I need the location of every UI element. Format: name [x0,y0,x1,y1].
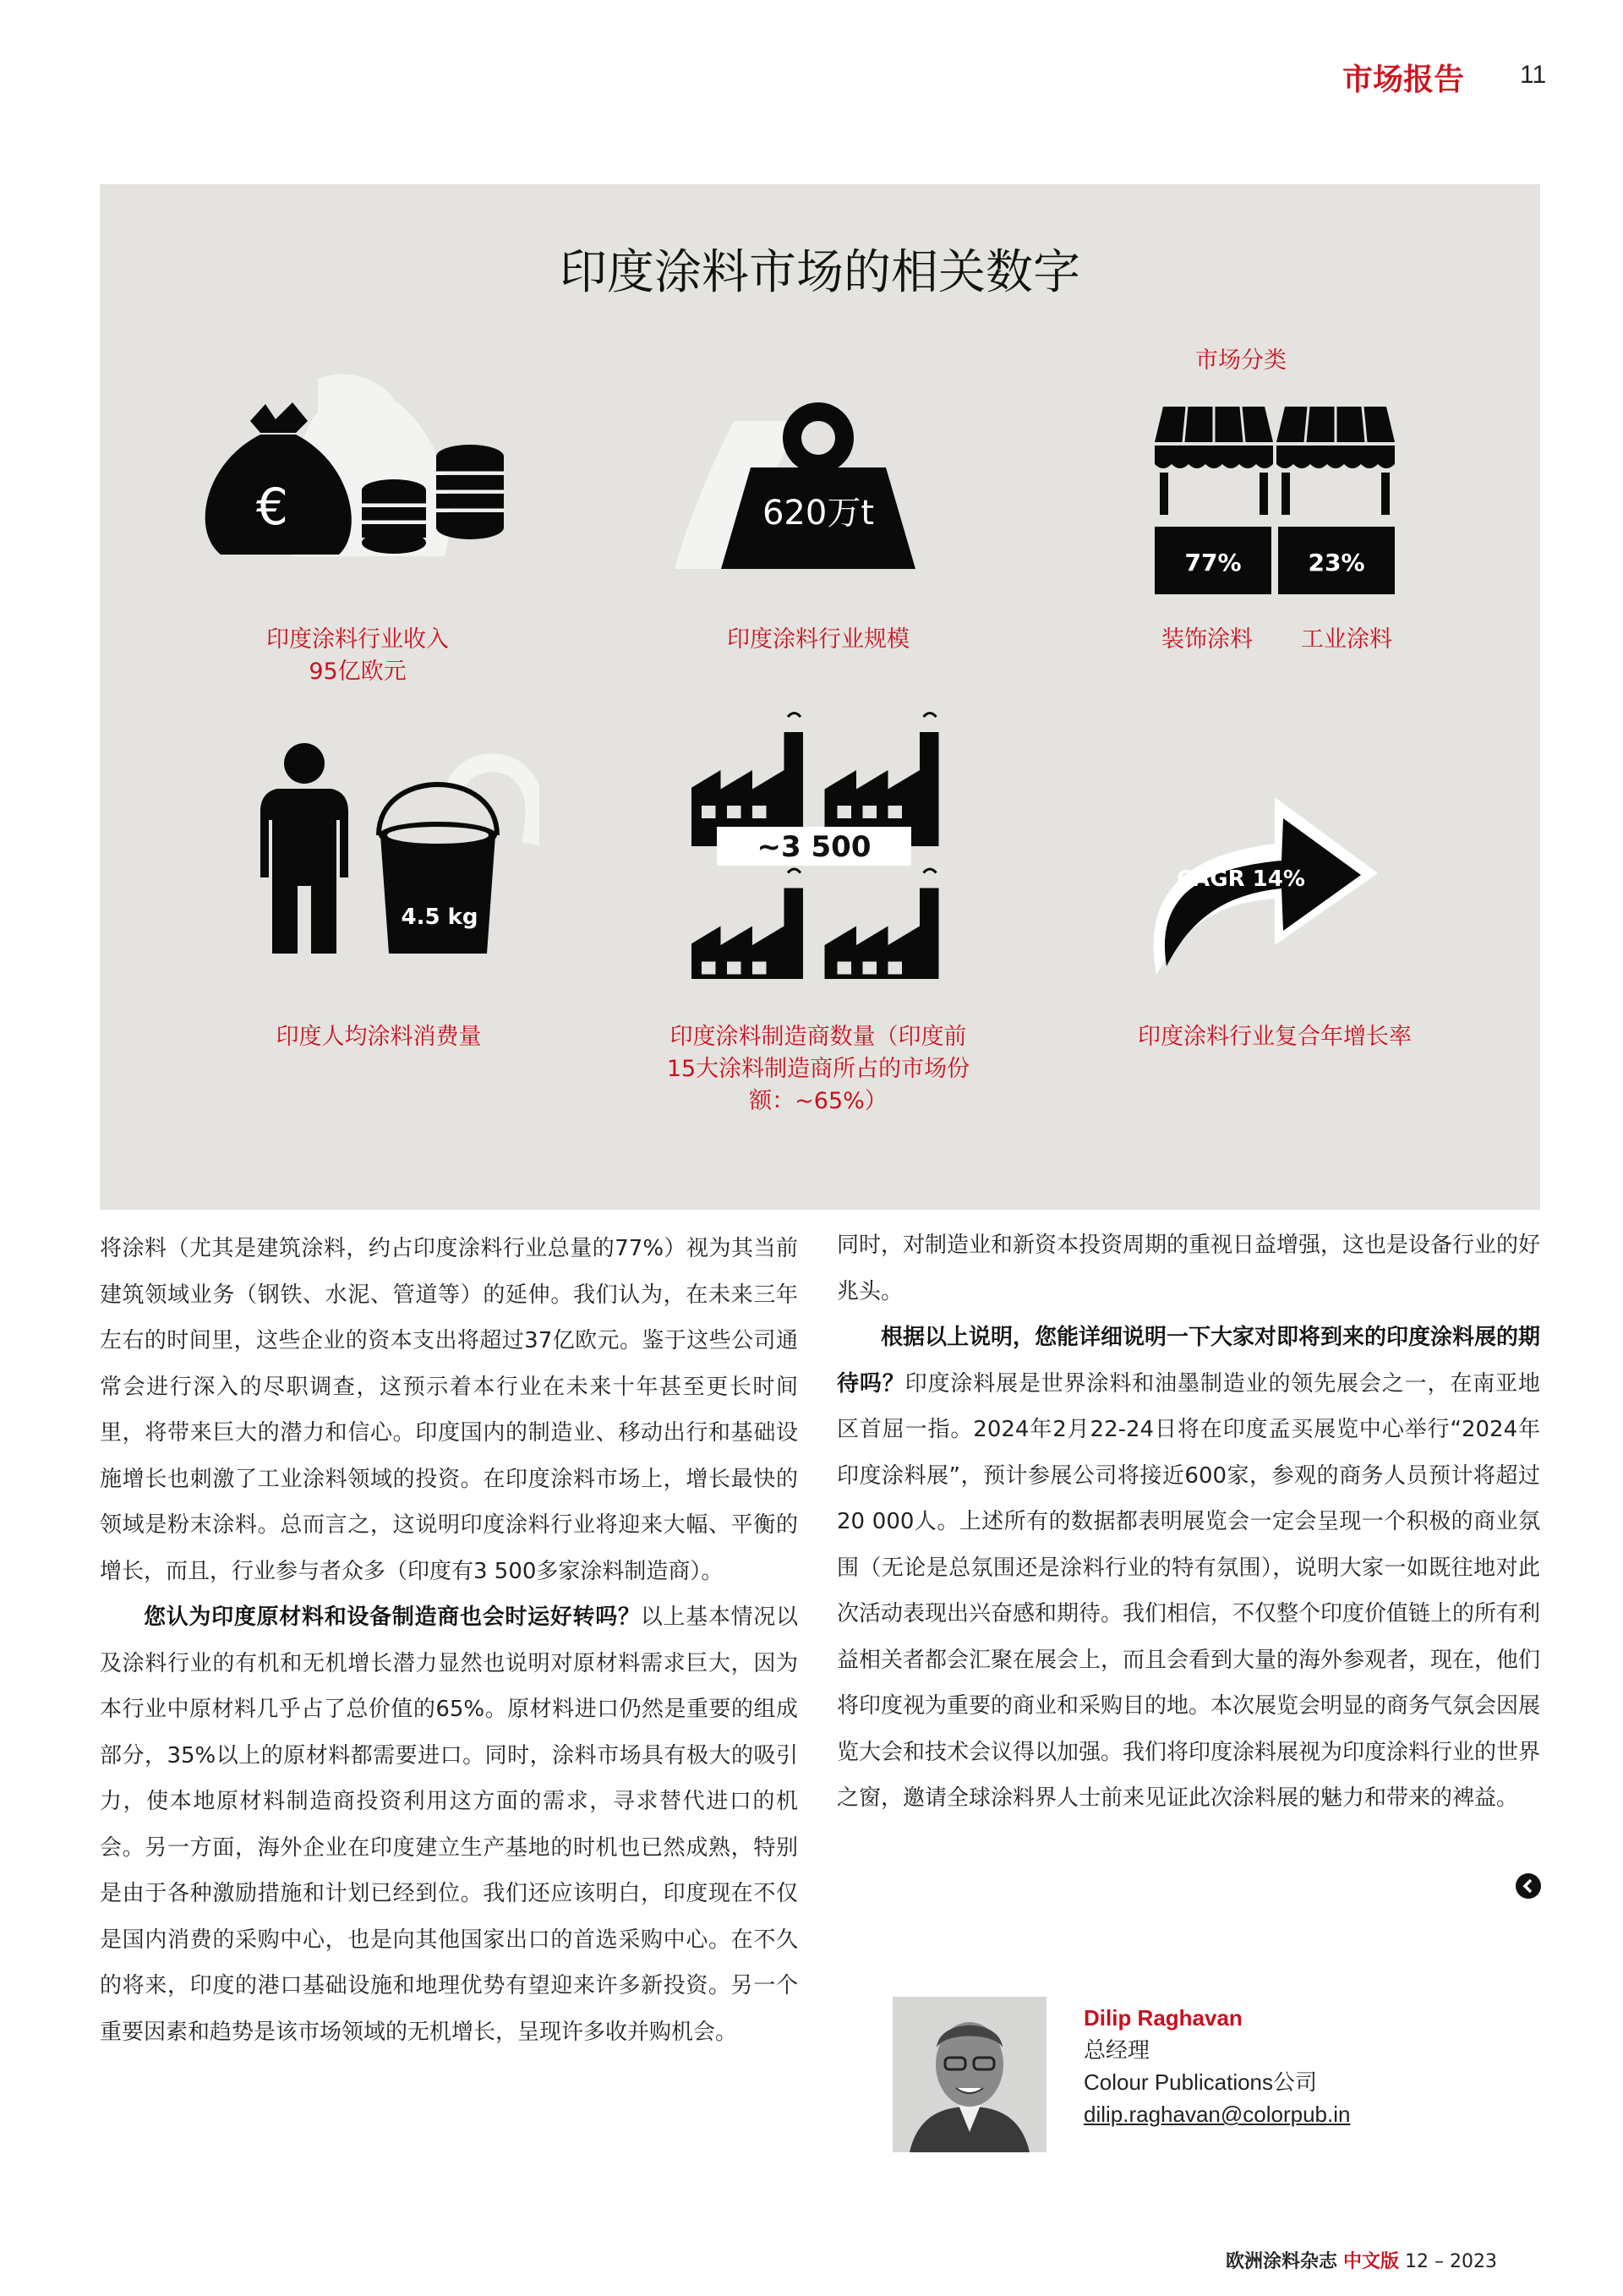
manufacturers-caption-line2: 15大涂料制造商所占的市场份 [666,1056,970,1082]
revenue-caption-line2: 95亿欧元 [309,659,407,685]
arrow-up-icon [1131,776,1435,979]
decorative-pct: 77% [1184,549,1242,577]
infographic-panel [100,184,1540,1210]
left-paragraph-2 [100,1594,798,2055]
footer-magazine: 欧洲涂料杂志 [1226,2251,1338,2272]
author-portrait [893,1997,1046,2152]
manufacturer-count: ~3 500 [757,830,872,864]
footer [1226,2247,1497,2273]
manufacturers-caption-line1: 印度涂料制造商数量（印度前 [669,1024,967,1050]
cagr-caption: 印度涂料行业复合年增长率 [1138,1024,1412,1050]
right-question: 根据以上说明，您能详细说明一下大家对即将到来的印度涂料展的期待吗？ [837,1325,1541,1397]
back-arrow-icon[interactable] [1516,1873,1541,1899]
manufacturers-caption-line3: 额：~65%） [749,1088,888,1114]
weight-icon [675,379,954,582]
industrial-pct: 23% [1308,549,1365,577]
page-number: 11 [1520,61,1547,89]
scale-caption: 印度涂料行业规模 [727,626,910,653]
per-capita-label: 4.5 kg [401,905,478,930]
left-paragraph-1: 将涂料（尤其是建筑涂料，约占印度涂料行业总量的77%）视为其当前建筑领域业务（钢铁、水泥、管道等）的延伸。我们认为，在未来三年左右的时间里，这些企业的资本支出将超过37亿欧元。鉴于这些公司通常会进行深入的尽职调查，这预示着本行业在未来十年甚至更长时间里，将带来巨大的潜力和信心。印度国内的制造业、移动出行和基础设施增长也刺激了工业涂料领域的投资。在印度涂料市场上，增长最快的领域是粉末涂料。总而言之，这说明印度涂料行业将迎来大幅、平衡的增长，而且，行业参与者众多（印度有3 500多家涂料制造商）。 [100,1236,798,1584]
author-name: Dilip Raghavan [1084,2005,1243,2031]
revenue-caption [218,624,497,688]
right-answer: 印度涂料展是世界涂料和油墨制造业的领先展会之一，在南亚地区首屈一指。2024年2月22-24日将在印度孟买展览中心举行“2024年印度涂料展”，预计参展公司将接近600家，参观的商务人员预计将超过20 000人。上述所有的数据都表明展览会一定会呈现一个积极的商业氛围（无论是总氛围还是涂料行业的特有氛围），说明大家一如既往地对此次活动表现出兴奋感和期待。我们相信，不仅整个印度价值链上的所有利益相关者都会汇聚在展会上，而且会看到大量的海外参观者，现在，他们将印度视为重要的商业和采购目的地。本次展览会明显的商务气氛会因展览大会和技术会议得以加强。我们将印度涂料展视为印度涂料行业的世界之窗，邀请全球涂料界人士前来见证此次涂料展的魅力和带来的裨益。 [837,1370,1541,1811]
left-question: 您认为印度原材料和设备制造商也会时运好转吗？ [144,1604,641,1630]
infographic-title: 印度涂料市场的相关数字 [560,245,1080,300]
right-paragraph-2 [837,1315,1540,1822]
decorative-label: 装饰涂料 [1161,626,1253,653]
author-company: Colour Publications公司 [1084,2069,1318,2095]
section-title: 市场报告 [1342,63,1465,97]
footer-issue: 12 – 2023 [1405,2251,1497,2272]
market-stall-icon [1148,391,1402,603]
factory-icon [691,692,962,979]
cagr-label: CAGR 14% [1177,866,1305,892]
money-bag-coins-icon [191,362,529,565]
footer-edition: 中文版 [1343,2251,1400,2272]
author-title: 总经理 [1084,2037,1150,2063]
segments-heading: 市场分类 [1195,347,1287,374]
right-paragraph-1: 同时，对制造业和新资本投资周期的重视日益增强，这也是设备行业的好兆头。 [837,1233,1541,1304]
euro-symbol: € [255,478,289,537]
per-capita-caption: 印度人均涂料消费量 [276,1024,482,1050]
revenue-caption-line1: 印度涂料行业收入 [266,626,449,653]
weight-label: 620万t [762,494,875,533]
person-bucket-icon [252,742,539,962]
industrial-label: 工业涂料 [1301,626,1392,653]
author-info [1084,2002,1350,2130]
article-left-column [100,1226,798,2055]
left-answer: 以上基本情况以及涂料行业的有机和无机增长潜力显然也说明对原材料需求巨大，因为本行业中原材料几乎占了总价值的65%。原材料进口仍然是重要的组成部分，35%以上的原材料都需要进口。同时，涂料市场具有极大的吸引力，使本地原材料制造商投资利用这方面的需求，寻求替代进口的机会。另一方面，海外企业在印度建立生产基地的时机也已然成熟，特别是由于各种激励措施和计划已经到位。我们还应该明白，印度现在不仅是国内消费的采购中心，也是向其他国家出口的首选采购中心。在不久的将来，印度的港口基础设施和地理优势有望迎来许多新投资。另一个重要因素和趋势是该市场领域的无机增长，呈现许多收并购机会。 [100,1604,798,2045]
manufacturers-caption [641,1021,996,1118]
article-right-column [837,1222,1540,1822]
author-email[interactable]: dilip.raghavan@colorpub.in [1084,2102,1351,2127]
